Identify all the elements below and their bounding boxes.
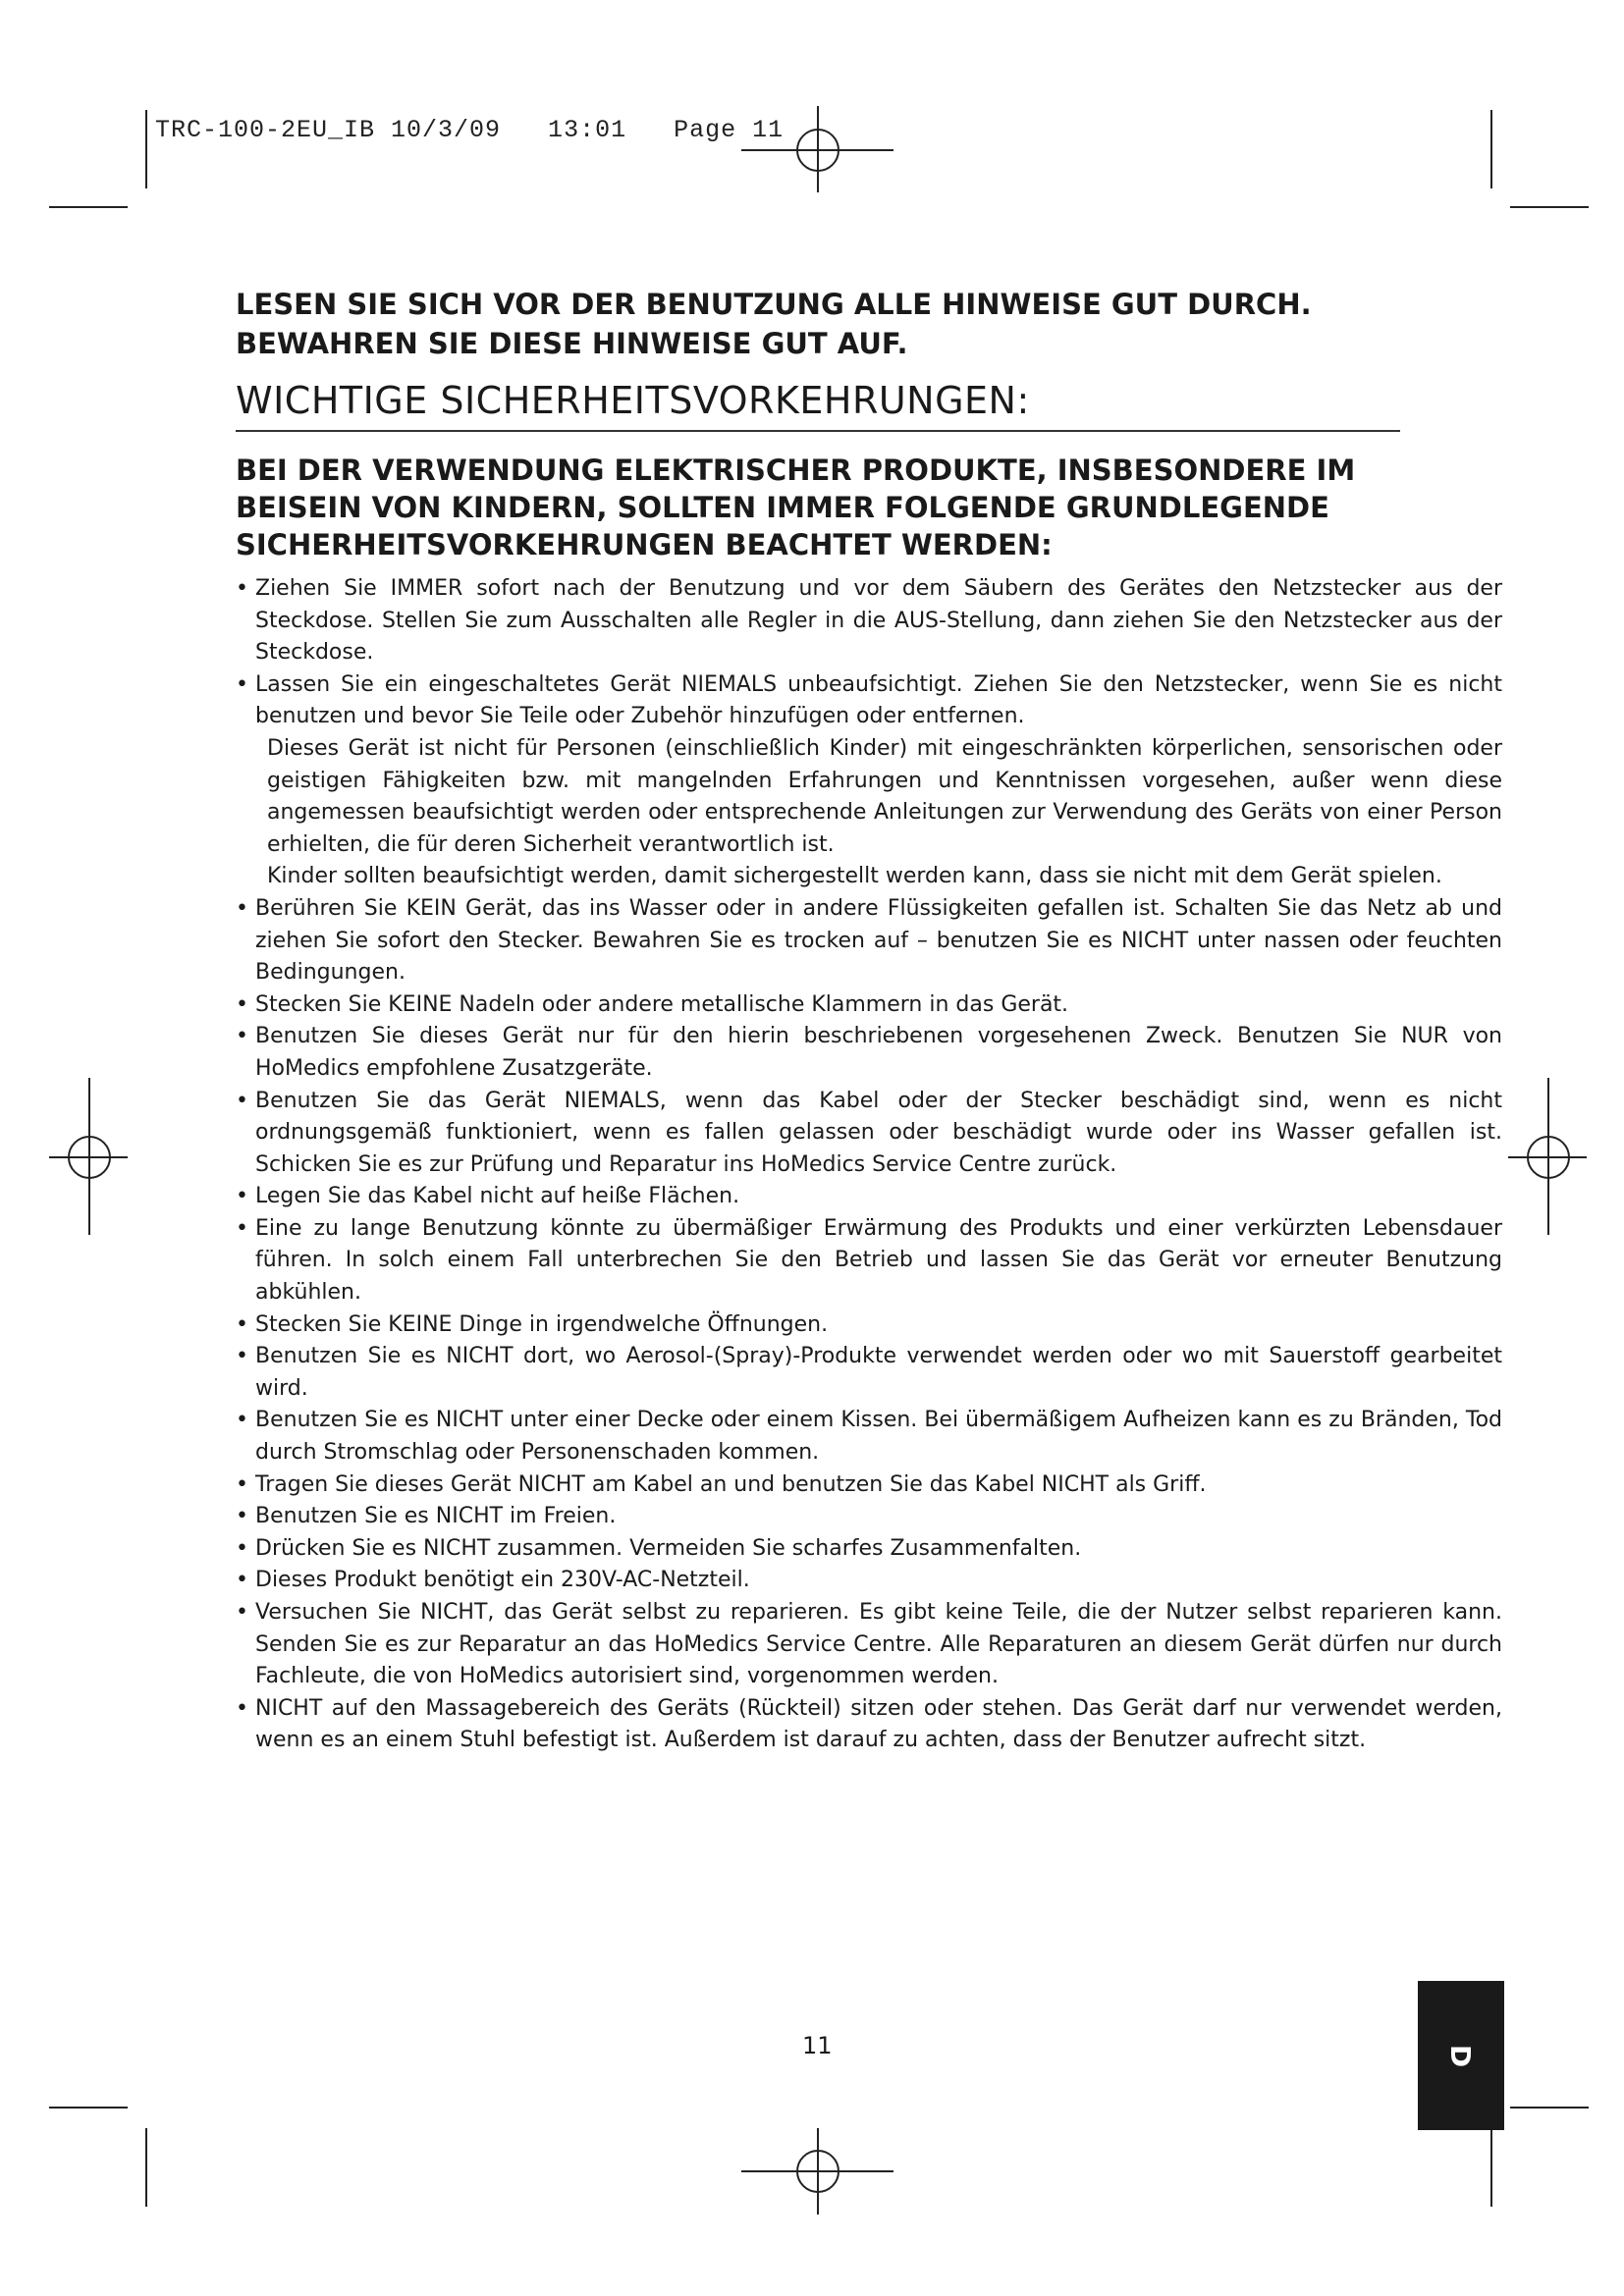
- bullet-icon: •: [236, 1600, 248, 1625]
- bullet-icon: •: [236, 991, 248, 1017]
- page-title: WICHTIGE SICHERHEITSVORKEHRUNGEN:: [236, 379, 1030, 422]
- children-paragraph: Kinder sollten beaufsichtigt werden, damit sichergestellt werden kann, dass sie nicht mit dem Gerät spielen.: [267, 864, 1442, 889]
- crop-mark: [1490, 110, 1492, 188]
- bullet-icon: •: [236, 1695, 248, 1721]
- page-number: 11: [802, 2032, 833, 2059]
- registration-mark: [68, 1136, 111, 1179]
- registration-mark: [796, 129, 839, 172]
- list-item: • Benutzen Sie dieses Gerät nur für den hierin beschriebenen vorgesehenen Zweck. Benutzen Sie NUR von HoMedics empfohlene Zusatzgeräte.: [236, 1021, 1502, 1085]
- crop-mark: [1490, 2128, 1492, 2207]
- list-item: • Tragen Sie dieses Gerät NICHT am Kabel an und benutzen Sie das Kabel NICHT als Griff.: [236, 1469, 1502, 1502]
- list-item: • Benutzen Sie es NICHT dort, wo Aerosol-(Spray)-Produkte verwendet werden oder wo mit Sauerstoff gearbeitet wird.: [236, 1341, 1502, 1405]
- registration-mark: [796, 2150, 839, 2193]
- list-item: • Benutzen Sie es NICHT im Freien.: [236, 1501, 1502, 1533]
- list-item: • NICHT auf den Massagebereich des Geräts (Rückteil) sitzen oder stehen. Das Gerät darf nur verwendet werden, wenn es an einem Stuhl befestigt ist. Außerdem ist darauf zu achten, dass der Benutzer aufrecht sitzt.: [236, 1693, 1502, 1757]
- list-item: • Legen Sie das Kabel nicht auf heiße Flächen.: [236, 1181, 1502, 1213]
- bullet-icon: •: [236, 671, 248, 697]
- safety-subheading: BEI DER VERWENDUNG ELEKTRISCHER PRODUKTE, INSBESONDERE IM BEISEIN VON KINDERN, SOLLTEN IMMER FOLGENDE GRUNDLEGENDE SICHERHEITSVORKEHRUNGEN BEACHTET WERDEN:: [236, 454, 1356, 561]
- language-tab-label: D: [1444, 2044, 1478, 2067]
- list-item: • Lassen Sie ein eingeschaltetes Gerät NIEMALS unbeaufsichtigt. Ziehen Sie den Netzstecker, wenn Sie es nicht benutzen und bevor Sie Teile oder Zubehör hinzufügen oder entfernen.: [236, 669, 1502, 733]
- bullet-icon: •: [236, 1568, 248, 1593]
- bullet-icon: •: [236, 1471, 248, 1497]
- safety-content: [236, 285, 1502, 1757]
- list-item: • Benutzen Sie das Gerät NIEMALS, wenn das Kabel oder der Stecker beschädigt sind, wenn es nicht ordnungsgemäß funktioniert, wenn es fallen gelassen oder beschädigt wurde oder ins Wasser gefallen ist. Schicken Sie es zur Prüfung und Reparatur ins HoMedics Service Centre zurück.: [236, 1086, 1502, 1182]
- list-item: • Stecken Sie KEINE Nadeln oder andere metallische Klammern in das Gerät.: [236, 989, 1502, 1022]
- list-item: • Dieses Produkt benötigt ein 230V-AC-Netzteil.: [236, 1565, 1502, 1597]
- list-item: • Versuchen Sie NICHT, das Gerät selbst zu reparieren. Es gibt keine Teile, die der Nutzer selbst reparieren kann. Senden Sie es zur Reparatur an das HoMedics Service Centre. Alle Reparaturen an diesem Gerät dürfen nur durch Fachleute, die von HoMedics autorisiert sind, vorgenommen werden.: [236, 1597, 1502, 1693]
- bullet-icon: •: [236, 1184, 248, 1209]
- children-paragraph: Dieses Gerät ist nicht für Personen (einschließlich Kinder) mit eingeschränkten körperlichen, sensorischen oder geistigen Fähigkeiten bzw. mit mangelnden Erfahrungen und Kenntnissen vorgesehen, außer wenn diese angemessen beaufsichtigt werden oder entsprechende Anleitungen zur Verwendung des Geräts von einer Person erhielten, die für deren Sicherheit verantwortlich ist.: [267, 735, 1502, 857]
- bullet-icon: •: [236, 1215, 248, 1241]
- printer-slug: TRC-100-2EU_IB 10/3/09 13:01 Page 11: [155, 116, 785, 144]
- list-item: • Stecken Sie KEINE Dinge in irgendwelche Öffnungen.: [236, 1309, 1502, 1342]
- bullet-icon: •: [236, 1311, 248, 1337]
- safety-list: [236, 893, 1502, 1757]
- bullet-icon: •: [236, 1344, 248, 1369]
- bullet-icon: •: [236, 1088, 248, 1113]
- bullet-icon: •: [236, 1504, 248, 1529]
- bullet-icon: •: [236, 576, 248, 601]
- intro-notice: LESEN SIE SICH VOR DER BENUTZUNG ALLE HINWEISE GUT DURCH. BEWAHREN SIE DIESE HINWEISE GUT AUF.: [236, 288, 1312, 360]
- list-item: • Ziehen Sie IMMER sofort nach der Benutzung und vor dem Säubern des Gerätes den Netzstecker aus der Steckdose. Stellen Sie zum Ausschalten alle Regler in die AUS-Stellung, dann ziehen Sie den Netzstecker aus der Steckdose.: [236, 573, 1502, 669]
- bullet-icon: •: [236, 1024, 248, 1049]
- list-item: • Eine zu lange Benutzung könnte zu übermäßiger Erwärmung des Produkts und einer verkürzten Lebensdauer führen. In solch einem Fall unterbrechen Sie den Betrieb und lassen Sie das Gerät vor erneuter Benutzung abkühlen.: [236, 1213, 1502, 1309]
- registration-mark: [1527, 1136, 1570, 1179]
- bullet-icon: •: [236, 1408, 248, 1433]
- title-rule: [236, 430, 1400, 432]
- safety-list: [236, 573, 1502, 733]
- crop-mark: [49, 206, 128, 208]
- list-item: • Benutzen Sie es NICHT unter einer Decke oder einem Kissen. Bei übermäßigem Aufheizen kann es zu Bränden, Tod durch Stromschlag oder Personenschaden kommen.: [236, 1405, 1502, 1468]
- language-tab: [1418, 1981, 1504, 2130]
- crop-mark: [145, 110, 147, 188]
- list-item: • Berühren Sie KEIN Gerät, das ins Wasser oder in andere Flüssigkeiten gefallen ist. Schalten Sie das Netz ab und ziehen Sie sofort den Stecker. Bewahren Sie es trocken auf – benutzen Sie es NICHT unter nassen oder feuchten Bedingungen.: [236, 893, 1502, 989]
- list-item: • Drücken Sie es NICHT zusammen. Vermeiden Sie scharfes Zusammenfalten.: [236, 1533, 1502, 1566]
- crop-mark: [145, 2128, 147, 2207]
- crop-mark: [1510, 2107, 1589, 2109]
- crop-mark: [1510, 206, 1589, 208]
- bullet-icon: •: [236, 1535, 248, 1561]
- bullet-icon: •: [236, 895, 248, 921]
- crop-mark: [49, 2107, 128, 2109]
